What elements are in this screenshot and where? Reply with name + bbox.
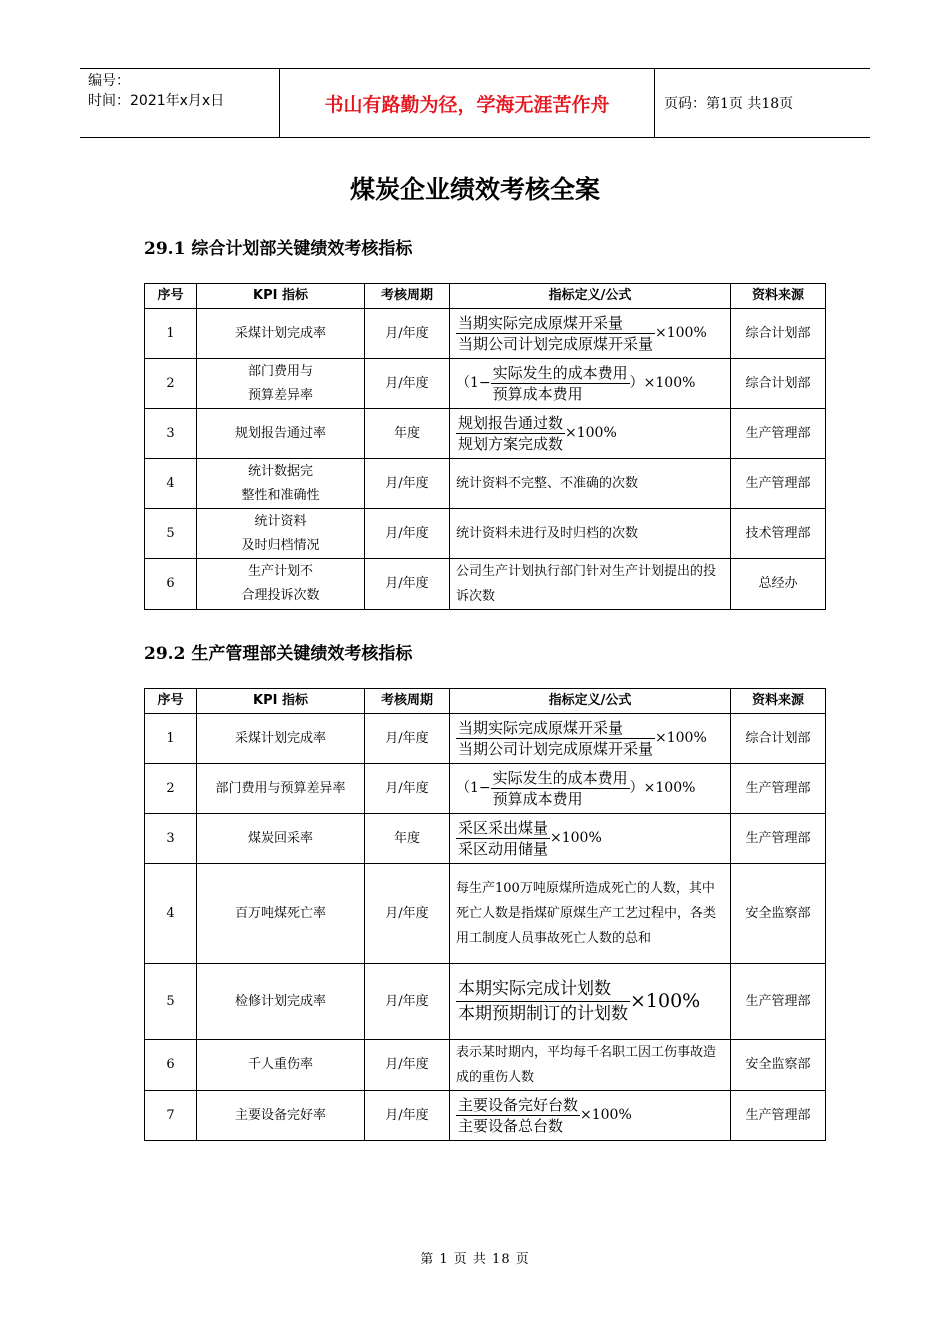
kpi-line: 合理投诉次数 <box>241 588 320 603</box>
cell-index: 5 <box>145 509 197 559</box>
formula-fraction <box>491 363 630 404</box>
cell-source: 综合计划部 <box>731 359 826 409</box>
kpi-table-1 <box>144 283 826 610</box>
table-row <box>145 409 826 459</box>
table-row <box>145 1040 826 1091</box>
column-header: 指标定义/公式 <box>450 689 731 714</box>
cell-definition <box>450 964 731 1040</box>
cell-period: 月/年度 <box>365 1091 450 1141</box>
formula-fraction <box>456 1095 580 1136</box>
section-heading-2: 29.2 生产管理部关键绩效考核指标 <box>144 644 413 664</box>
cell-index: 2 <box>145 764 197 814</box>
cell-kpi <box>197 459 365 509</box>
cell-kpi <box>197 1040 365 1091</box>
document-title: 煤炭企业绩效考核全案 <box>349 175 600 204</box>
formula-numerator: 采区采出煤量 <box>458 819 549 837</box>
column-header: KPI 指标 <box>197 689 365 714</box>
table-row <box>145 764 826 814</box>
section-heading-1: 29.1 综合计划部关键绩效考核指标 <box>144 239 413 259</box>
kpi-line: 生产计划不 <box>247 564 313 579</box>
table-header-row <box>145 284 826 309</box>
formula-denominator: 预算成本费用 <box>492 385 583 403</box>
cell-definition <box>450 409 731 459</box>
formula-suffix: ）×100% <box>629 780 696 796</box>
table-row <box>145 1091 826 1141</box>
table-row <box>145 714 826 764</box>
cell-kpi <box>197 714 365 764</box>
cell-source: 综合计划部 <box>731 714 826 764</box>
formula-fraction <box>456 413 565 454</box>
table-row <box>145 359 826 409</box>
formula-denominator: 本期预期制订的计划数 <box>458 1004 628 1024</box>
cell-definition: 每生产100万吨原煤所造成死亡的人数，其中死亡人数是指煤矿原煤生产工艺过程中，各类用工制度人员事故死亡人数的总和 <box>450 864 731 964</box>
formula-multiplier: ×100% <box>550 830 602 846</box>
cell-index: 7 <box>145 1091 197 1141</box>
cell-source: 总经办 <box>731 559 826 610</box>
cell-kpi <box>197 309 365 359</box>
table-row <box>145 814 826 864</box>
page-header <box>80 68 870 138</box>
cell-definition <box>450 359 731 409</box>
kpi-table-2 <box>144 688 826 1141</box>
kpi-line: 千人重伤率 <box>247 1057 313 1072</box>
cell-period: 月/年度 <box>365 559 450 610</box>
kpi-line: 主要设备完好率 <box>234 1107 326 1123</box>
formula-fraction <box>456 818 550 859</box>
cell-definition <box>450 764 731 814</box>
cell-source: 安全监察部 <box>731 1040 826 1091</box>
cell-source: 生产管理部 <box>731 764 826 814</box>
kpi-line: 部门费用与预算差异率 <box>215 780 346 796</box>
cell-period: 月/年度 <box>365 864 450 964</box>
formula-multiplier: ×100% <box>655 730 707 746</box>
cell-definition: 公司生产计划执行部门针对生产计划提出的投诉次数 <box>450 559 731 610</box>
formula-numerator: 实际发生的成本费用 <box>492 769 628 787</box>
kpi-line: 规划报告通过率 <box>234 425 326 441</box>
kpi-line: 部门费用与 <box>247 363 313 379</box>
cell-period: 年度 <box>365 814 450 864</box>
formula-prefix: （1− <box>456 780 491 796</box>
formula-numerator: 主要设备完好台数 <box>458 1096 579 1114</box>
cell-source: 生产管理部 <box>731 459 826 509</box>
kpi-line: 采煤计划完成率 <box>234 325 326 341</box>
cell-source: 生产管理部 <box>731 1091 826 1141</box>
kpi-line: 采煤计划完成率 <box>234 730 326 746</box>
kpi-line: 统计数据完 <box>247 463 313 479</box>
header-meta <box>80 69 280 137</box>
cell-source: 生产管理部 <box>731 964 826 1040</box>
page-footer: 第 1 页 共 18 页 <box>420 1252 530 1267</box>
formula-denominator: 采区动用储量 <box>458 840 549 858</box>
formula-numerator: 本期实际完成计划数 <box>456 977 630 1002</box>
cell-period: 月/年度 <box>365 309 450 359</box>
cell-kpi <box>197 509 365 559</box>
table-row <box>145 509 826 559</box>
formula-denominator: 规划方案完成数 <box>458 435 564 453</box>
cell-period: 月/年度 <box>365 359 450 409</box>
kpi-line: 检修计划完成率 <box>234 993 326 1009</box>
header-page-info: 页码：第1页 共18页 <box>664 96 794 112</box>
cell-index: 5 <box>145 964 197 1040</box>
table-row <box>145 864 826 964</box>
cell-definition <box>450 1091 731 1141</box>
column-header: 序号 <box>145 284 197 309</box>
table-row <box>145 309 826 359</box>
cell-kpi <box>197 864 365 964</box>
cell-definition: 表示某时期内，平均每千名职工因工伤事故造成的重伤人数 <box>450 1040 731 1091</box>
cell-kpi <box>197 764 365 814</box>
formula-fraction <box>456 977 630 1026</box>
cell-index: 6 <box>145 559 197 610</box>
formula-fraction <box>456 718 655 759</box>
cell-index: 4 <box>145 459 197 509</box>
column-header: 资料来源 <box>731 689 826 714</box>
cell-source: 生产管理部 <box>731 814 826 864</box>
formula-multiplier: ×100% <box>630 990 701 1012</box>
formula-prefix: （1− <box>456 375 491 391</box>
cell-source: 技术管理部 <box>731 509 826 559</box>
cell-definition: 统计资料不完整、不准确的次数 <box>450 459 731 509</box>
column-header: 资料来源 <box>731 284 826 309</box>
cell-index: 1 <box>145 714 197 764</box>
formula-denominator: 预算成本费用 <box>492 790 583 808</box>
formula-multiplier: ×100% <box>655 325 707 341</box>
formula-numerator: 当期实际完成原煤开采量 <box>456 718 655 739</box>
cell-index: 2 <box>145 359 197 409</box>
cell-kpi <box>197 1091 365 1141</box>
cell-period: 月/年度 <box>365 1040 450 1091</box>
cell-definition <box>450 714 731 764</box>
time-label: 时间：2021年x月x日 <box>88 93 225 109</box>
formula-denominator: 主要设备总台数 <box>458 1117 564 1135</box>
formula-multiplier: ×100% <box>565 425 617 441</box>
cell-index: 6 <box>145 1040 197 1091</box>
formula-numerator: 当期实际完成原煤开采量 <box>456 313 655 334</box>
cell-kpi <box>197 559 365 610</box>
cell-kpi <box>197 359 365 409</box>
formula-denominator: 当期公司计划完成原煤开采量 <box>458 740 654 758</box>
formula-multiplier: ×100% <box>580 1107 632 1123</box>
cell-kpi <box>197 964 365 1040</box>
kpi-line: 及时归档情况 <box>241 537 320 553</box>
cell-definition <box>450 309 731 359</box>
cell-index: 3 <box>145 409 197 459</box>
table-row <box>145 459 826 509</box>
table-header-row <box>145 689 826 714</box>
column-header: 考核周期 <box>365 689 450 714</box>
formula-fraction <box>456 313 655 354</box>
column-header: KPI 指标 <box>197 284 365 309</box>
cell-period: 月/年度 <box>365 509 450 559</box>
cell-period: 月/年度 <box>365 764 450 814</box>
code-label: 编号： <box>88 73 130 89</box>
kpi-line: 煤炭回采率 <box>247 830 313 846</box>
cell-index: 1 <box>145 309 197 359</box>
formula-suffix: ）×100% <box>629 375 696 391</box>
formula-numerator: 规划报告通过数 <box>458 414 564 432</box>
cell-source: 安全监察部 <box>731 864 826 964</box>
cell-source: 生产管理部 <box>731 409 826 459</box>
cell-period: 年度 <box>365 409 450 459</box>
cell-kpi <box>197 409 365 459</box>
cell-index: 4 <box>145 864 197 964</box>
table-row <box>145 559 826 610</box>
cell-definition: 统计资料未进行及时归档的次数 <box>450 509 731 559</box>
cell-index: 3 <box>145 814 197 864</box>
kpi-line: 整性和准确性 <box>241 487 320 503</box>
cell-period: 月/年度 <box>365 459 450 509</box>
column-header: 序号 <box>145 689 197 714</box>
table-row <box>145 964 826 1040</box>
column-header: 指标定义/公式 <box>450 284 731 309</box>
column-header: 考核周期 <box>365 284 450 309</box>
header-motto: 书山有路勤为径，学海无涯苦作舟 <box>280 69 655 137</box>
kpi-line: 百万吨煤死亡率 <box>234 905 326 921</box>
cell-period: 月/年度 <box>365 964 450 1040</box>
cell-definition <box>450 814 731 864</box>
formula-fraction <box>491 768 630 809</box>
kpi-line: 统计资料 <box>254 513 307 529</box>
cell-source: 综合计划部 <box>731 309 826 359</box>
formula-numerator: 实际发生的成本费用 <box>492 364 628 382</box>
cell-kpi <box>197 814 365 864</box>
formula-denominator: 当期公司计划完成原煤开采量 <box>458 335 654 353</box>
cell-period: 月/年度 <box>365 714 450 764</box>
kpi-line: 预算差异率 <box>247 387 313 403</box>
